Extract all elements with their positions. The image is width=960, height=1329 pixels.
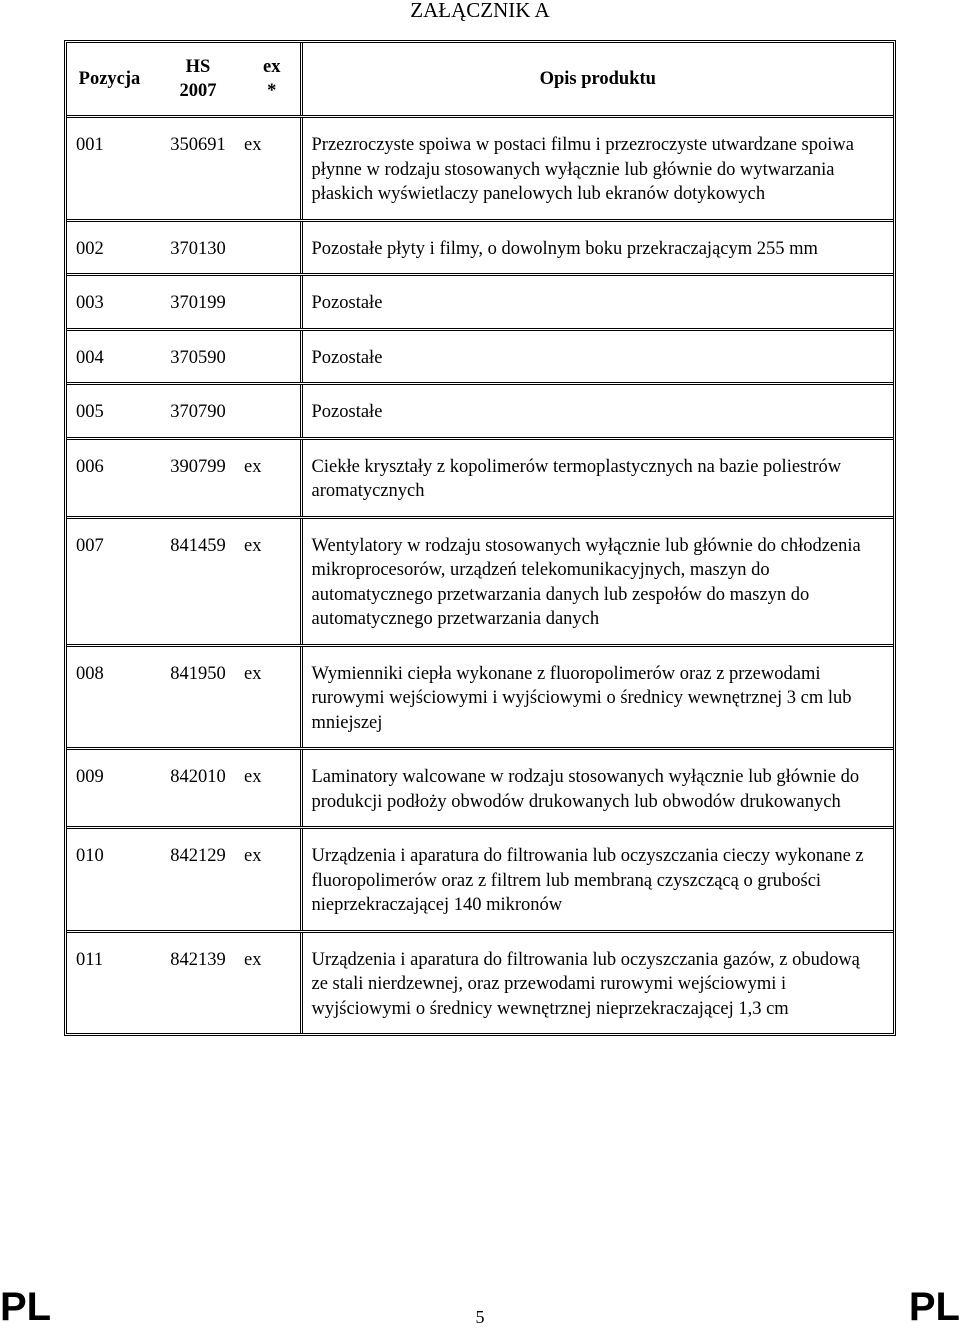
cell-description: Urządzenia i aparatura do filtrowania lub oczyszczania cieczy wykonane z fluoropolimerów oraz z filtrem lub membraną czyszczącą o grubości nieprzekraczającej 140 mikronów <box>301 828 893 932</box>
table-row <box>67 117 893 221</box>
cell-position: 002 <box>67 220 152 275</box>
cell-ex-marker <box>244 384 301 439</box>
table-row <box>67 384 893 439</box>
cell-position: 006 <box>67 438 152 517</box>
cell-ex-marker: ex <box>244 828 301 932</box>
cell-hs-code: 841459 <box>152 517 244 645</box>
cell-position: 007 <box>67 517 152 645</box>
table-row <box>67 517 893 645</box>
cell-position: 003 <box>67 275 152 330</box>
cell-hs-code: 350691 <box>152 117 244 221</box>
table-row <box>67 749 893 828</box>
cell-hs-code: 842139 <box>170 949 226 970</box>
cell-position: 008 <box>67 645 152 749</box>
table-row <box>67 645 893 749</box>
cell-description: Urządzenia i aparatura do filtrowania lub oczyszczania gazów, z obudową ze stali nierdzewnej, oraz przewodami rurowymi wejściowymi i wyjściowymi o średnicy wewnętrznej nieprzekraczającej 1,3 cm <box>301 931 893 1033</box>
cell-description: Laminatory walcowane w rodzaju stosowanych wyłącznie lub głównie do produkcji podłoży obwodów drukowanych lub obwodów drukowanych <box>301 749 893 828</box>
cell-hs-code: 370590 <box>152 329 244 384</box>
cell-ex-marker: ex <box>244 438 301 517</box>
cell-hs-code: 841950 <box>152 645 244 749</box>
table-row <box>67 828 893 932</box>
cell-hs-code: 842010 <box>152 749 244 828</box>
header-position: Pozycja <box>67 43 152 117</box>
cell-ex-marker: ex <box>244 749 301 828</box>
table-row <box>67 931 893 1033</box>
cell-ex-marker: ex <box>244 645 301 749</box>
cell-description: Pozostałe <box>301 329 893 384</box>
cell-ex-marker <box>244 329 301 384</box>
cell-description: Pozostałe <box>301 384 893 439</box>
cell-hs-code: 370130 <box>152 220 244 275</box>
table-row <box>67 438 893 517</box>
cell-ex-marker: ex <box>244 517 301 645</box>
cell-description: Pozostałe płyty i filmy, o dowolnym boku przekraczającym 255 mm <box>301 220 893 275</box>
table-row <box>67 220 893 275</box>
cell-description: Pozostałe <box>301 275 893 330</box>
cell-hs-code: 370790 <box>152 384 244 439</box>
table-body <box>67 117 893 1034</box>
cell-hs-code: 390799 <box>152 438 244 517</box>
cell-position: 009 <box>67 749 152 828</box>
cell-position: 011 <box>76 949 104 970</box>
cell-position: 005 <box>67 384 152 439</box>
cell-description: Ciekłe kryształy z kopolimerów termoplastycznych na bazie poliestrów aromatycznych <box>301 438 893 517</box>
cell-hs-code: 370199 <box>152 275 244 330</box>
cell-ex-marker: ex <box>244 949 262 970</box>
page-number: 5 <box>475 1307 485 1327</box>
cell-hs-code: 842129 <box>152 828 244 932</box>
footer-language-right: PL <box>908 1285 960 1329</box>
table-row <box>67 275 893 330</box>
cell-position: 010 <box>67 828 152 932</box>
cell-description: Wentylatory w rodzaju stosowanych wyłącznie lub głównie do chłodzenia mikroprocesorów, urządzeń telekomunikacyjnych, maszyn do automatycznego przetwarzania danych lub zespołów do maszyn do automatycznego przetwarzania danych <box>301 517 893 645</box>
product-table <box>64 40 896 1036</box>
header-ex: ex * <box>244 43 301 117</box>
table-row <box>67 329 893 384</box>
cell-description: Przezroczyste spoiwa w postaci filmu i przezroczyste utwardzane spoiwa płynne w rodzaju stosowanych wyłącznie lub głównie do wytwarzania płaskich wyświetlaczy panelowych lub ekranów dotykowych <box>301 117 893 221</box>
header-hs: HS 2007 <box>152 43 244 117</box>
cell-position: 004 <box>67 329 152 384</box>
cell-ex-marker <box>244 275 301 330</box>
cell-ex-marker: ex <box>244 117 301 221</box>
cell-ex-marker <box>244 220 301 275</box>
cell-position: 001 <box>67 117 152 221</box>
footer-language-left: PL <box>0 1285 52 1329</box>
document-title: ZAŁĄCZNIK A <box>410 0 550 22</box>
table-header-row <box>67 43 893 117</box>
cell-description: Wymienniki ciepła wykonane z fluoropolimerów oraz z przewodami rurowymi wejściowymi i wyjściowymi o średnicy wewnętrznej 3 cm lub mniejszej <box>301 645 893 749</box>
header-description: Opis produktu <box>301 43 893 117</box>
